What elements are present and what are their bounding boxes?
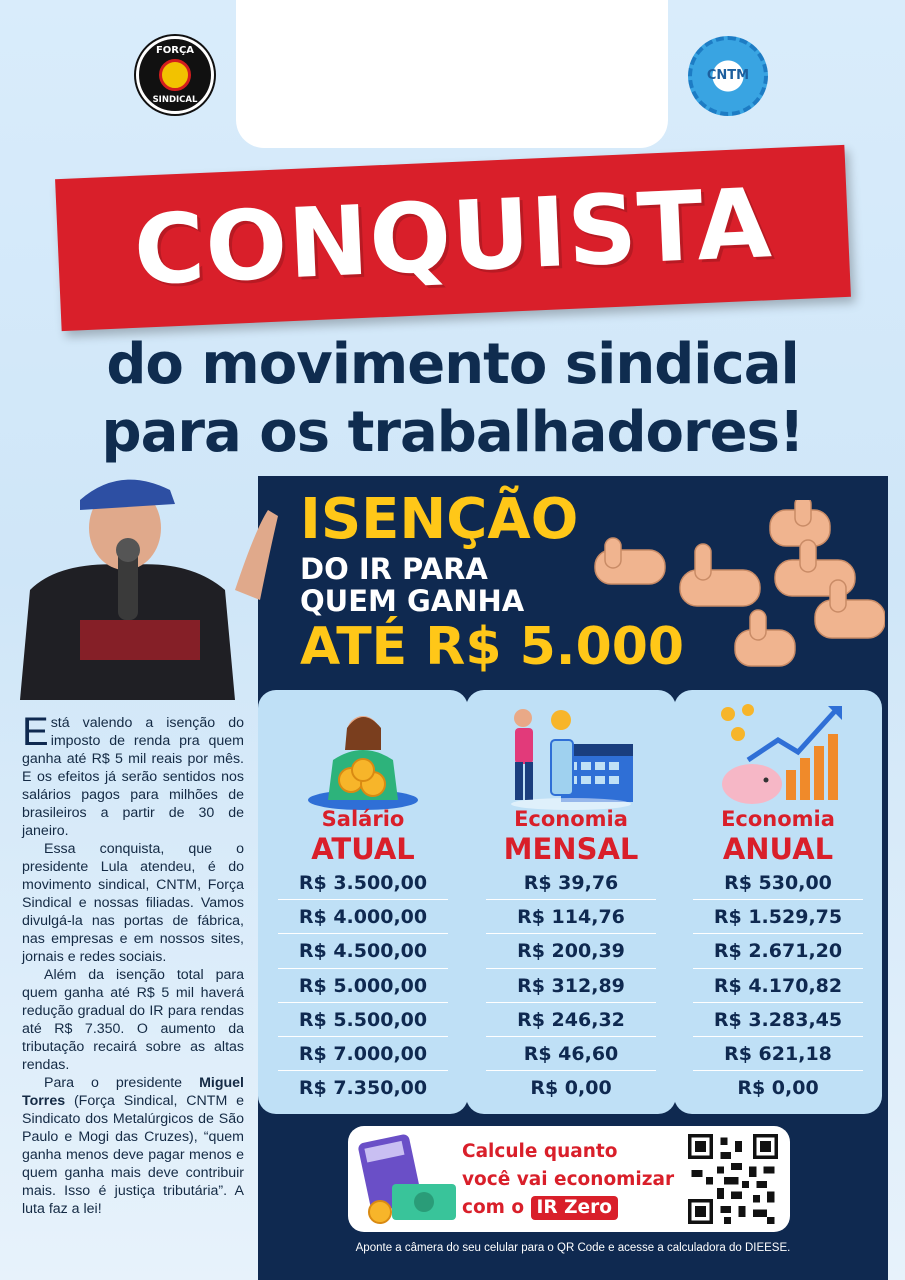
calendar-savings-icon bbox=[501, 700, 641, 815]
table-row: R$ 114,76 bbox=[486, 900, 656, 934]
calculator-line-2: você vai economizar bbox=[462, 1169, 675, 1190]
table-row: R$ 3.283,45 bbox=[693, 1003, 863, 1037]
table-row: R$ 2.671,20 bbox=[693, 934, 863, 968]
forca-logo-top-text: FORÇA bbox=[155, 45, 195, 56]
card-2-title: Economia bbox=[514, 807, 628, 831]
table-row: R$ 4.170,82 bbox=[693, 969, 863, 1003]
forca-sindical-logo bbox=[136, 36, 214, 114]
table-row: R$ 1.529,75 bbox=[693, 900, 863, 934]
headline-line-1: do movimento sindical bbox=[106, 332, 799, 397]
cntm-logo bbox=[688, 36, 768, 116]
table-row: R$ 0,00 bbox=[737, 1077, 819, 1100]
ir-zero-badge: IR Zero bbox=[531, 1196, 618, 1220]
card-2-values bbox=[486, 866, 656, 1105]
calculator-line-3: com o IR Zero bbox=[462, 1194, 686, 1222]
card-3-values bbox=[693, 866, 863, 1105]
piggy-bank-growth-icon bbox=[708, 700, 848, 815]
calculator-line-1: Calcule quanto bbox=[462, 1141, 618, 1162]
article-paragraph-3: Além da isenção total para quem ganha até R$ 5 mil haverá redução gradual do IR para rendas até R$ 7.350. O aumento da tributação recairá sobre as altas rendas. bbox=[22, 967, 244, 1073]
article-paragraph-2: Essa conquista, que o presidente Lula atendeu, é do movimento sindical, CNTM, Força Sindical e nossas filiadas. Vamos divulgá-la nas portas de fábrica, nas empresas e em nossos sites, jornais e redes sociais. bbox=[22, 841, 244, 965]
card-2-subtitle: MENSAL bbox=[503, 832, 639, 866]
table-row: R$ 46,60 bbox=[486, 1037, 656, 1071]
card-1-subtitle: ATUAL bbox=[311, 832, 415, 866]
table-row: R$ 3.500,00 bbox=[278, 866, 448, 900]
card-3-subtitle: ANUAL bbox=[722, 832, 834, 866]
table-row: R$ 0,00 bbox=[530, 1077, 612, 1100]
forca-logo-bottom-text: SINDICAL bbox=[152, 95, 198, 105]
calculator-text bbox=[462, 1138, 686, 1222]
table-row: R$ 530,00 bbox=[693, 866, 863, 900]
article-paragraph-1: Está valendo a isenção do imposto de renda pra quem ganha até R$ 5 mil reais por mês. E os efeitos já serão sentidos nos salários pagos para milhões de brasileiros a partir de 30 de janeiro. bbox=[22, 710, 244, 839]
table-row: R$ 5.500,00 bbox=[278, 1003, 448, 1037]
table-row: R$ 312,89 bbox=[486, 969, 656, 1003]
exemption-title: ISENÇÃO bbox=[300, 487, 579, 552]
union-leader-photo bbox=[20, 470, 290, 700]
article-text bbox=[22, 710, 244, 1218]
table-row: R$ 7.350,00 bbox=[298, 1077, 428, 1100]
table-row: R$ 200,39 bbox=[486, 934, 656, 968]
card-3-title: Economia bbox=[721, 807, 835, 831]
exemption-amount: ATÉ R$ 5.000 bbox=[300, 617, 685, 677]
footer-note: Aponte a câmera do seu celular para o QR Code e acesse a calculadora do DIEESE. bbox=[355, 1242, 791, 1254]
dropcap: E bbox=[22, 710, 49, 754]
top-white-tab bbox=[236, 0, 668, 148]
sun-icon bbox=[159, 59, 191, 91]
qr-code-icon[interactable] bbox=[688, 1134, 778, 1224]
exemption-line-1: DO IR PARA bbox=[300, 552, 488, 586]
card-1-title: Salário bbox=[321, 807, 405, 831]
card-1-values bbox=[278, 866, 448, 1105]
headline-banner-text: CONQUISTA bbox=[131, 167, 775, 307]
woman-coins-icon bbox=[293, 700, 433, 815]
exemption-line-2: QUEM GANHA bbox=[300, 584, 525, 618]
card-economia-anual bbox=[674, 690, 882, 1114]
table-row: R$ 246,32 bbox=[486, 1003, 656, 1037]
table-row: R$ 5.000,00 bbox=[278, 969, 448, 1003]
table-row: R$ 4.000,00 bbox=[278, 900, 448, 934]
card-salario-atual bbox=[258, 690, 468, 1114]
table-row: R$ 4.500,00 bbox=[278, 934, 448, 968]
table-row: R$ 39,76 bbox=[486, 866, 656, 900]
article-paragraph-4: Para o presidente Miguel Torres (Força Sindical, CNTM e Sindicato dos Metalúrgicos de São Paulo e Mogi das Cruzes), “quem ganha menos deve pagar menos e quem ganha mais deve contribuir mais. Isso é justiça tributária”. A luta faz a lei! bbox=[22, 1075, 244, 1217]
headline-line-2: para os trabalhadores! bbox=[101, 400, 804, 465]
cntm-logo-text: CNTM bbox=[706, 68, 750, 83]
table-row: R$ 7.000,00 bbox=[278, 1037, 448, 1071]
thumbs-up-icon bbox=[585, 500, 885, 680]
card-economia-mensal bbox=[466, 690, 676, 1114]
calculator-money-icon bbox=[352, 1132, 462, 1228]
table-row: R$ 621,18 bbox=[693, 1037, 863, 1071]
president-name: Miguel Torres bbox=[22, 1075, 244, 1109]
